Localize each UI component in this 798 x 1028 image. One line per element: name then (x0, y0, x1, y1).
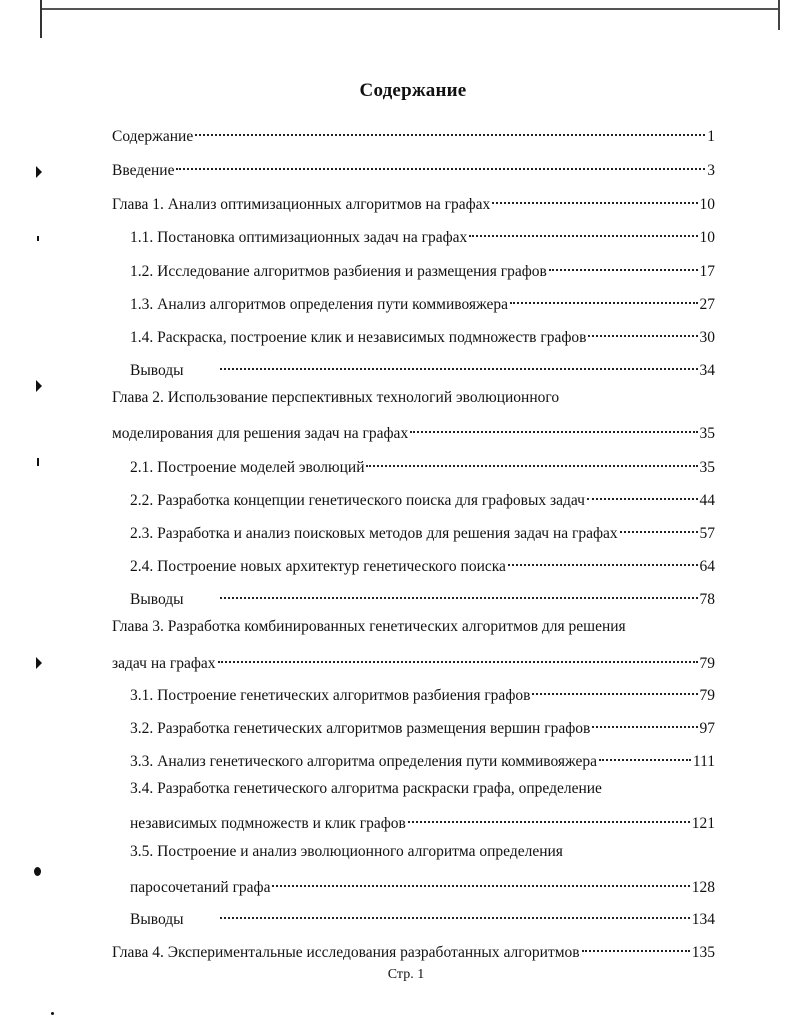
toc-entry-title-line1: Глава 3. Разработка комбинированных генетических алгоритмов для решения (112, 618, 626, 635)
toc-entry-title: задач на графах (112, 655, 216, 672)
toc-entry-page: 35 (699, 425, 715, 442)
toc-entry (130, 808, 715, 832)
toc-entry-title: 3.3. Анализ генетического алгоритма определения пути коммивояжера (130, 753, 598, 770)
toc-entry-title: Глава 1. Анализ оптимизационных алгоритмов на графах (112, 196, 491, 213)
toc-entry-page: 97 (699, 720, 715, 737)
scan-frame-right (778, 0, 780, 30)
dot-leader (176, 155, 705, 175)
toc-entry-title: независимых подмножеств и клик графов (130, 815, 406, 832)
scan-frame-left (40, 0, 42, 38)
dot-leader (510, 289, 697, 309)
toc-entry-title-line1: 3.4. Разработка генетического алгоритма раскраски графа, определение (130, 780, 602, 797)
page-number-footer: Стр. 1 (387, 967, 425, 982)
scan-mark (51, 1012, 54, 1015)
toc-entry (112, 155, 715, 179)
toc-entry-page: 34 (699, 362, 715, 379)
toc-entry-title: 1.3. Анализ алгоритмов определения пути коммивояжера (130, 296, 509, 313)
toc-entry (112, 121, 715, 145)
toc-entry (130, 256, 715, 280)
toc-entry-title: 2.2. Разработка концепции генетического поиска для графовых задач (130, 492, 585, 509)
dot-leader (272, 872, 689, 892)
dot-leader (218, 648, 698, 668)
dot-leader (592, 713, 697, 733)
dot-leader (410, 418, 697, 438)
toc-entry-page: 10 (699, 229, 715, 246)
toc-entry-title: 3.2. Разработка генетических алгоритмов размещения вершин графов (130, 720, 591, 737)
toc-entry-title-line1: 3.5. Построение и анализ эволюционного алгоритма определения (130, 843, 563, 860)
dot-leader (587, 485, 698, 505)
toc-entry-title: Выводы (130, 591, 184, 608)
toc-entry-page: 79 (699, 655, 715, 672)
dot-leader (599, 746, 691, 766)
toc-entry-page: 121 (691, 815, 715, 832)
toc-entry-page: 3 (707, 162, 715, 179)
toc-entry (112, 418, 715, 442)
toc-entry-title: Содержание (112, 128, 194, 145)
dot-leader (469, 222, 697, 242)
toc-entry (112, 937, 715, 961)
toc-entry-page: 111 (692, 753, 715, 770)
scan-mark (34, 867, 41, 876)
dot-leader (220, 355, 698, 375)
dot-leader (408, 808, 690, 828)
toc-entry-title: 1.1. Постановка оптимизационных задач на графах (130, 229, 468, 246)
toc-entry-page: 30 (699, 329, 715, 346)
dot-leader (220, 904, 690, 924)
scan-mark (36, 657, 42, 669)
scan-mark (37, 458, 39, 466)
toc-entry (112, 189, 715, 213)
toc-entry-title: 2.4. Построение новых архитектур генетического поиска (130, 558, 506, 575)
toc-entry-title-line1: Глава 2. Использование перспективных технологий эволюционного (112, 389, 560, 406)
toc-entry (130, 322, 715, 346)
toc-entry (130, 584, 715, 608)
toc-entry-title: 2.3. Разработка и анализ поисковых методов для решения задач на графах (130, 525, 618, 542)
dot-leader (220, 584, 698, 604)
toc-entry (130, 222, 715, 246)
toc-entry (130, 452, 715, 476)
toc-entry-page: 27 (699, 296, 715, 313)
dot-leader (532, 680, 697, 700)
toc-entry (130, 485, 715, 509)
dot-leader (366, 452, 697, 472)
toc-entry-page: 64 (699, 558, 715, 575)
dot-leader (582, 937, 690, 957)
toc-entry-title: Выводы (130, 911, 184, 928)
toc-entry-page: 57 (699, 525, 715, 542)
toc-entry (130, 746, 715, 770)
scan-frame-top (40, 8, 780, 10)
toc-entry (130, 680, 715, 704)
toc-entry (130, 355, 715, 379)
toc-entry-page: 1 (707, 128, 715, 145)
scan-mark (36, 380, 42, 392)
toc-entry (112, 648, 715, 672)
toc-entry-title: 1.4. Раскраска, построение клик и независимых подмножеств графов (130, 329, 587, 346)
scan-mark (36, 166, 42, 178)
dot-leader (508, 551, 698, 571)
toc-entry-page: 44 (699, 492, 715, 509)
toc-entry-page: 10 (699, 196, 715, 213)
page-title: Содержание (359, 80, 467, 101)
toc-entry-title: Введение (112, 162, 175, 179)
toc-entry-title: моделирования для решения задач на графах (112, 425, 409, 442)
toc-entry-page: 17 (699, 263, 715, 280)
toc-entry-title: 1.2. Исследование алгоритмов разбиения и размещения графов (130, 263, 547, 280)
toc-entry-page: 128 (691, 879, 715, 896)
toc-entry (130, 872, 715, 896)
toc-entry-title: 3.1. Построение генетических алгоритмов разбиения графов (130, 687, 531, 704)
dot-leader (492, 189, 697, 209)
toc-entry (130, 289, 715, 313)
toc-entry-title: Глава 4. Экспериментальные исследования разработанных алгоритмов (112, 944, 580, 961)
toc-entry (130, 904, 715, 928)
toc-entry-page: 35 (699, 459, 715, 476)
dot-leader (588, 322, 697, 342)
toc-entry (130, 713, 715, 737)
dot-leader (549, 256, 698, 276)
toc-entry-title: паросочетаний графа (130, 879, 271, 896)
toc-entry-page: 135 (691, 944, 715, 961)
toc-entry-page: 78 (699, 591, 715, 608)
toc-entry (130, 518, 715, 542)
toc-entry-page: 134 (691, 911, 715, 928)
toc-entry (130, 551, 715, 575)
toc-entry-page: 79 (699, 687, 715, 704)
scan-mark (37, 236, 39, 241)
toc-entry-title: 2.1. Построение моделей эволюций (130, 459, 365, 476)
toc-entry-title: Выводы (130, 362, 184, 379)
dot-leader (620, 518, 698, 538)
dot-leader (195, 121, 705, 141)
